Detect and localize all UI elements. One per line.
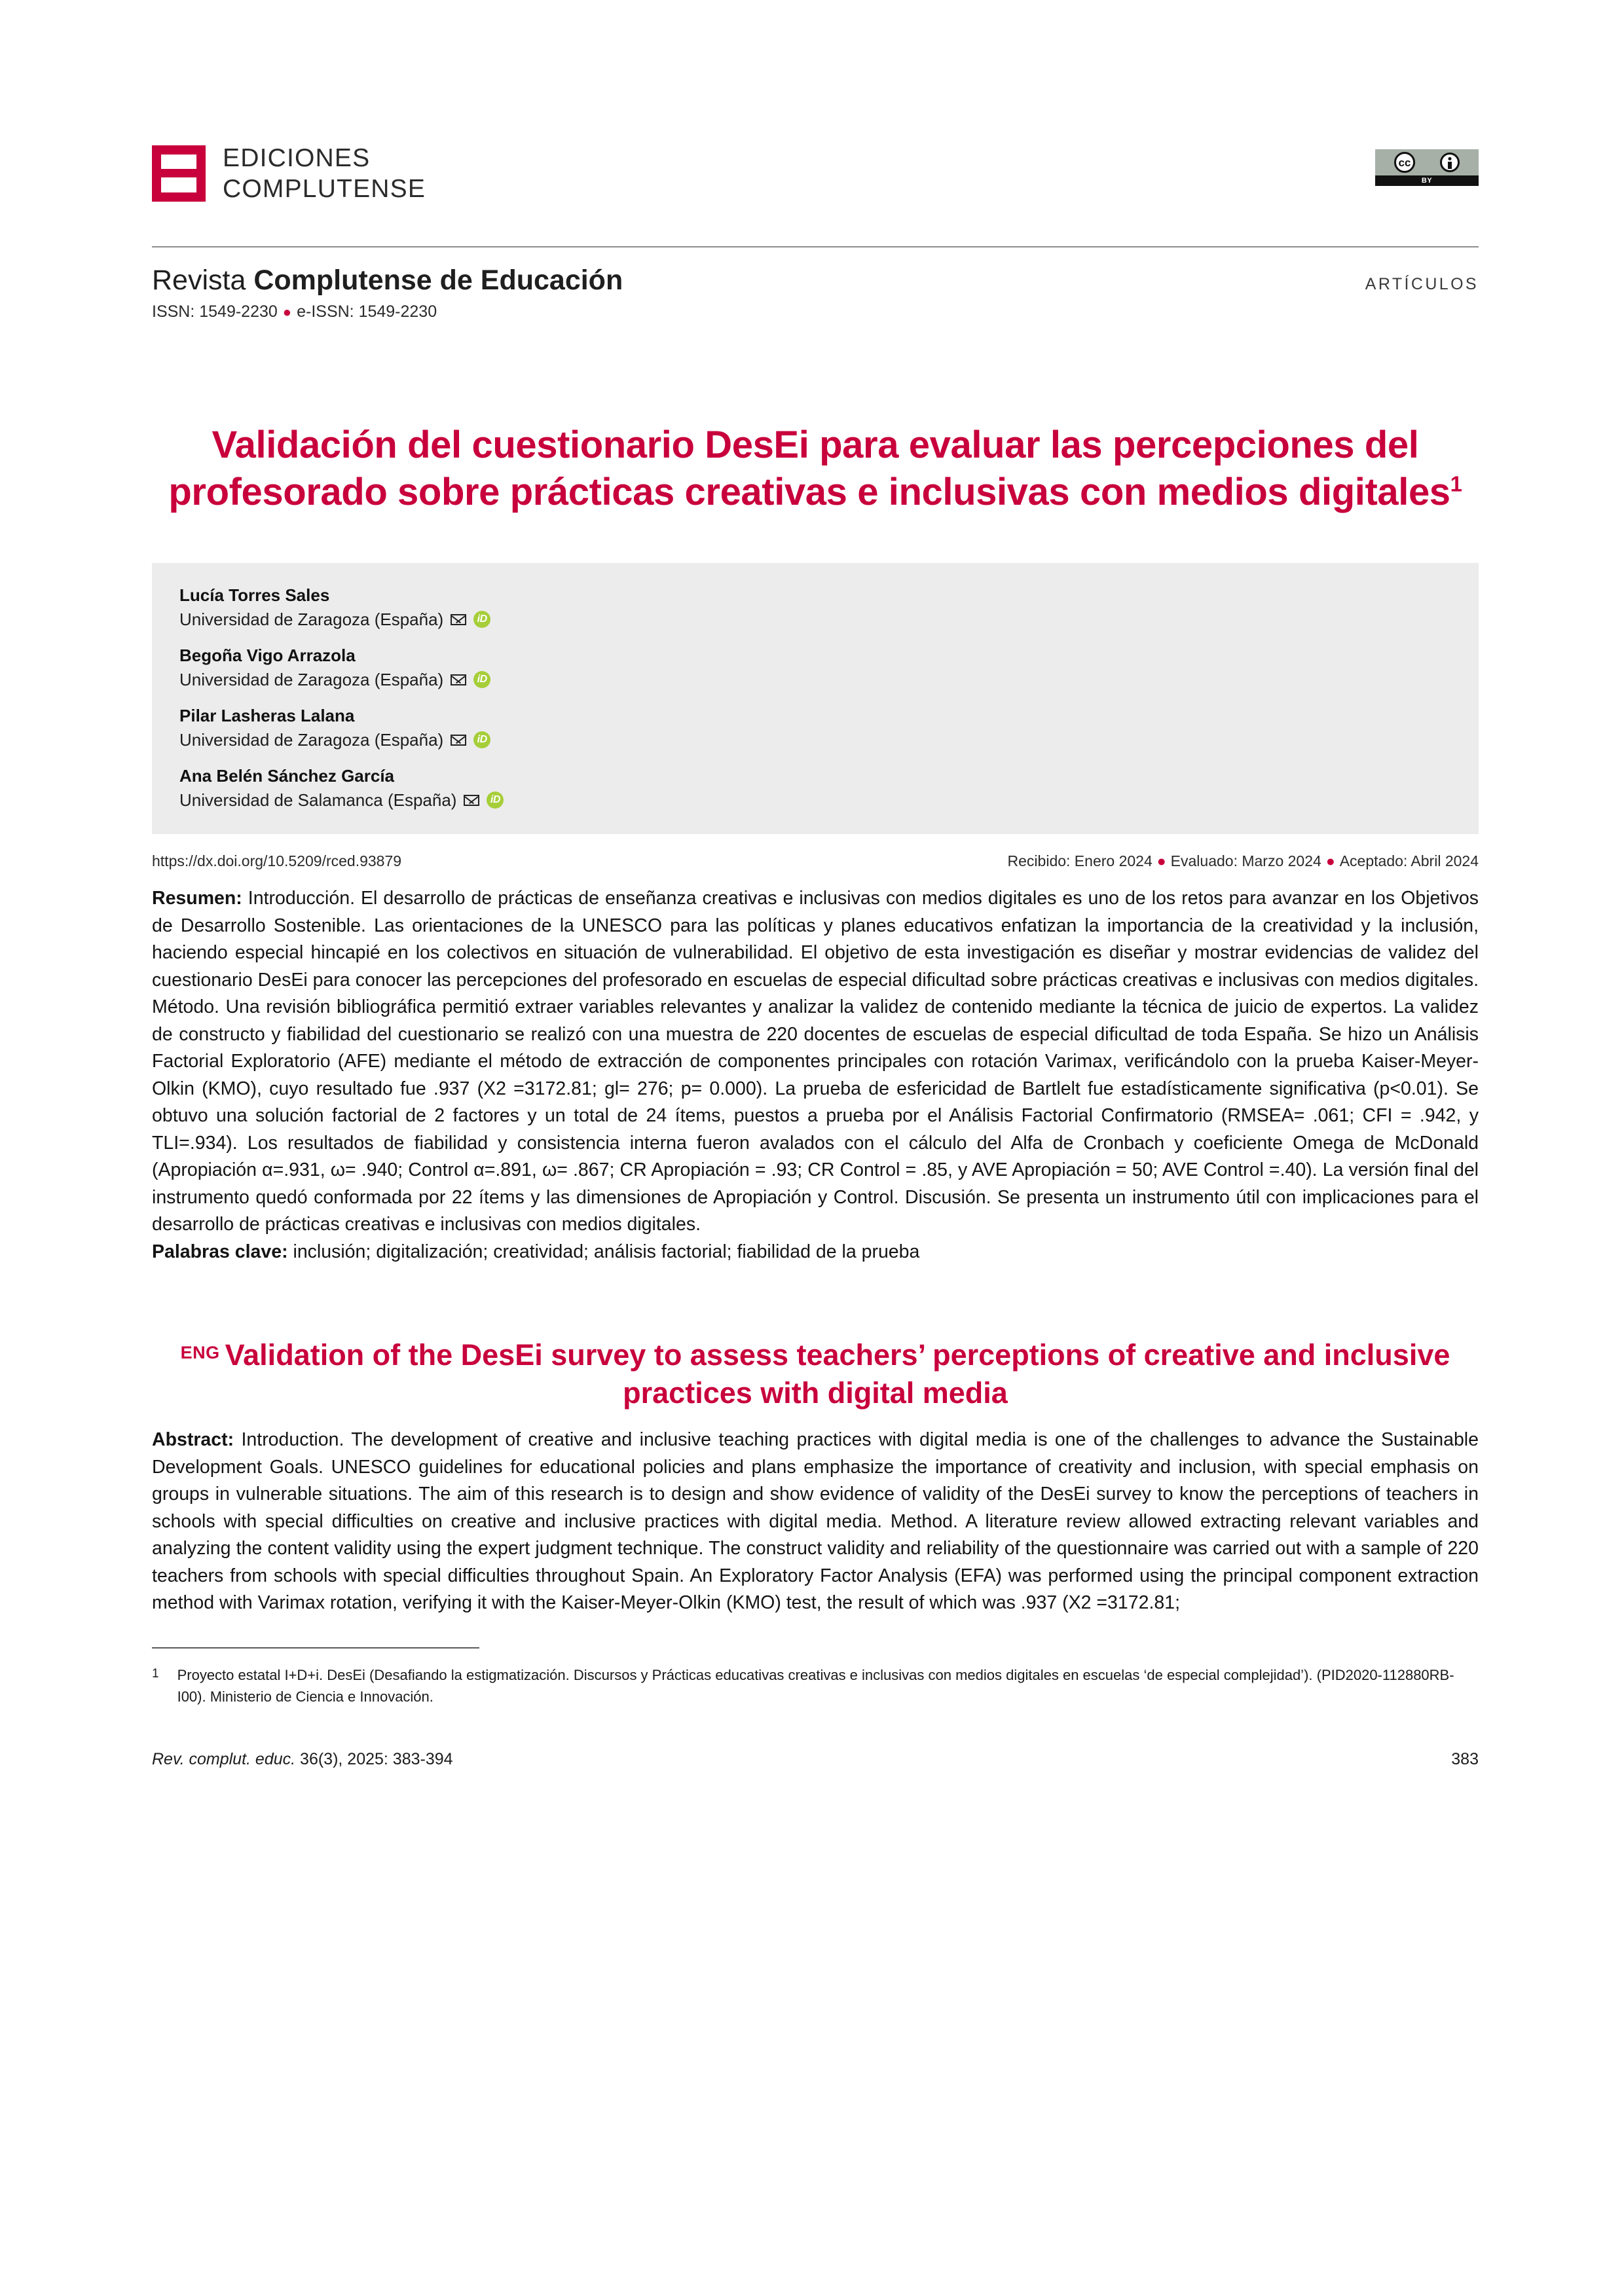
author-affiliation-line — [179, 788, 1451, 812]
email-icon[interactable] — [464, 795, 479, 806]
authors-block — [152, 563, 1479, 834]
article-title-footnote-marker: 1 — [1450, 472, 1462, 497]
journal-title — [152, 263, 623, 297]
author-affiliation-line — [179, 728, 1451, 752]
spanish-keywords — [152, 1239, 1479, 1266]
cc-by-person-icon — [1440, 153, 1460, 172]
english-title-block — [152, 1336, 1479, 1412]
issn-electronic: e-ISSN: 1549-2230 — [297, 302, 437, 321]
footnote-text: Proyecto estatal I+D+i. DesEi (Desafiando la estigmatización. Discursos y Prácticas educativas creativas e inclusivas con medios digitales en escuelas ‘de especial complejidad’). (PID2020-112880RB-I00). Ministerio de Ciencia e Innovación. — [177, 1666, 1454, 1705]
author-entry — [179, 644, 1451, 691]
article-metadata-row — [152, 851, 1479, 871]
author-affiliation: Universidad de Zaragoza (España) — [179, 730, 444, 750]
author-entry — [179, 584, 1451, 631]
spanish-abstract — [152, 885, 1479, 1239]
publication-dates — [1008, 851, 1479, 871]
publisher-logo — [152, 143, 426, 204]
english-title: Validation of the DesEi survey to assess teachers’ perceptions of creative and inclusive practices with digital media — [225, 1338, 1450, 1410]
page-footer — [152, 1748, 1479, 1770]
footer-citation-italic: Rev. complut. educ. — [152, 1749, 296, 1768]
page-number: 383 — [1451, 1749, 1479, 1768]
author-affiliation-line — [179, 608, 1451, 631]
cc-by-label: BY — [1375, 175, 1479, 186]
orcid-icon[interactable]: iD — [473, 611, 490, 628]
masthead-divider — [152, 246, 1479, 247]
publisher-name — [223, 143, 426, 204]
keywords-list: inclusión; digitalización; creatividad; análisis factorial; fiabilidad de la prueba — [287, 1241, 920, 1262]
author-affiliation: Universidad de Zaragoza (España) — [179, 670, 444, 690]
publisher-name-line2: COMPLUTENSE — [223, 175, 426, 203]
author-name: Begoña Vigo Arrazola — [179, 646, 356, 666]
cc-logo-icon: cc — [1394, 152, 1415, 173]
date-evaluated: Evaluado: Marzo 2024 — [1170, 852, 1321, 870]
footer-citation-plain: 36(3), 2025: 383-394 — [295, 1749, 453, 1768]
email-icon[interactable] — [451, 735, 466, 746]
footnote-divider — [152, 1647, 479, 1649]
dates-separator-dot: ● — [1325, 852, 1335, 870]
author-affiliation: Universidad de Salamanca (España) — [179, 790, 457, 811]
email-icon[interactable] — [451, 674, 466, 685]
author-entry — [179, 704, 1451, 752]
english-abstract — [152, 1427, 1479, 1617]
complutense-e-mark-icon — [152, 145, 206, 202]
author-affiliation: Universidad de Zaragoza (España) — [179, 610, 444, 630]
cc-badge-row — [1375, 149, 1479, 175]
orcid-icon[interactable]: iD — [473, 731, 490, 748]
dates-separator-dot: ● — [1156, 852, 1166, 870]
article-title — [152, 422, 1479, 516]
section-kicker: ARTÍCULOS — [1365, 275, 1479, 293]
footnote — [152, 1664, 1479, 1707]
abstract-body: Introduction. The development of creative and inclusive teaching practices with digital media is one of the challenges to advance the Sustainable Development Goals. UNESCO guidelines for educational policies and plans emphasize the importance of creativity and inclusion, with special emphasis on groups in vulnerable situations. The aim of this research is to design and show evidence of validity of the DesEi survey to know the perceptions of teachers in schools with special difficulties on creative and inclusive practices with digital media. Method. A literature review allowed extracting relevant variables and analyzing the content validity using the expert judgment technique. The construct validity and reliability of the questionnaire was carried out with a sample of 220 teachers from schools with special difficulties throughout Spain. An Exploratory Factor Analysis (EFA) was performed using the principal component extraction method with Varimax rotation, verifying it with the Kaiser-Meyer-Olkin (KMO) test, the result of which was .937 (X2 =3172.81; — [152, 1429, 1479, 1614]
author-name: Lucía Torres Sales — [179, 585, 330, 606]
orcid-icon[interactable]: iD — [487, 792, 504, 809]
author-name: Ana Belén Sánchez García — [179, 766, 395, 786]
email-icon[interactable] — [451, 614, 466, 625]
orcid-icon[interactable]: iD — [473, 671, 490, 688]
language-tag-eng: ENG — [180, 1343, 220, 1363]
footnote-marker: 1 — [152, 1666, 159, 1681]
abstract-label: Abstract: — [152, 1429, 234, 1451]
page-content — [152, 0, 1479, 1770]
resumen-label: Resumen: — [152, 888, 242, 909]
journal-header — [152, 263, 1479, 323]
article-title-text: Validación del cuestionario DesEi para evaluar las percepciones del profesorado sobre prácticas creativas e inclusivas con medios digitales — [168, 424, 1450, 514]
resumen-body: Introducción. El desarrollo de prácticas de enseñanza creativas e inclusivas con medios digitales es uno de los retos para avanzar en los Objetivos de Desarrollo Sostenible. Las orientaciones de la UNESCO para las políticas y planes educativos enfatizan la importancia de la creatividad y la inclusión, haciendo especial hincapié en los colectivos en situación de vulnerabilidad. El objetivo de esta investigación es diseñar y mostrar evidencias de validez del cuestionario DesEi para conocer las percepciones del profesorado en escuelas de especial dificultad sobre prácticas creativas e inclusivas con medios digitales. Método. Una revisión bibliográfica permitió extraer variables relevantes y analizar la validez de contenido mediante la técnica de juicio de expertos. La validez de constructo y fiabilidad del cuestionario se realizó con una muestra de 220 docentes de escuelas de especial dificultad de toda España. Se hizo un Análisis Factorial Exploratorio (AFE) mediante el método de extracción de componentes principales con rotación Varimax, verificándolo con la prueba Kaiser-Meyer-Olkin (KMO), cuyo resultado fue .937 (X2 =3172.81; gl= 276; p= 0.000). La prueba de esfericidad de Bartlelt fue estadísticamente significativa (p<0.01). Se obtuvo una solución factorial de 2 factores y un total de 24 ítems, puestos a prueba por el Análisis Factorial Confirmatorio (RMSEA= .061; CFI = .942, y TLI=.934). Los resultados de fiabilidad y consistencia interna fueron avalados con el cálculo del Alfa de Cronbach y coeficiente Omega de McDonald (Apropiación α=.931, ω= .940; Control α=.891, ω= .867; CR Apropiación = .93; CR Control = .85, y AVE Apropiación = 50; AVE Control =.40). La versión final del instrumento quedó conformada por 22 ítems y las dimensiones de Apropiación y Control. Discusión. Se presenta un instrumento útil con implicaciones para el desarrollo de prácticas creativas e inclusivas con medios digitales. — [152, 888, 1479, 1235]
journal-title-bold: Complutense de Educación — [253, 264, 623, 296]
doi-link[interactable]: https://dx.doi.org/10.5209/rced.93879 — [152, 852, 402, 870]
issn-separator-dot: ● — [282, 304, 292, 321]
date-received: Recibido: Enero 2024 — [1007, 852, 1153, 870]
footer-citation — [152, 1748, 453, 1770]
journal-issn-line — [152, 301, 623, 323]
publisher-name-line1: EDICIONES — [223, 144, 371, 172]
author-entry — [179, 765, 1451, 812]
journal-title-prefix: Revista — [152, 264, 254, 296]
creative-commons-badge[interactable] — [1375, 149, 1479, 186]
author-affiliation-line — [179, 668, 1451, 691]
author-name: Pilar Lasheras Lalana — [179, 706, 355, 726]
masthead — [152, 143, 1479, 234]
issn-print: ISSN: 1549-2230 — [152, 302, 278, 321]
journal-identity — [152, 263, 623, 323]
keywords-label: Palabras clave: — [152, 1241, 288, 1262]
date-accepted: Aceptado: Abril 2024 — [1339, 852, 1479, 870]
